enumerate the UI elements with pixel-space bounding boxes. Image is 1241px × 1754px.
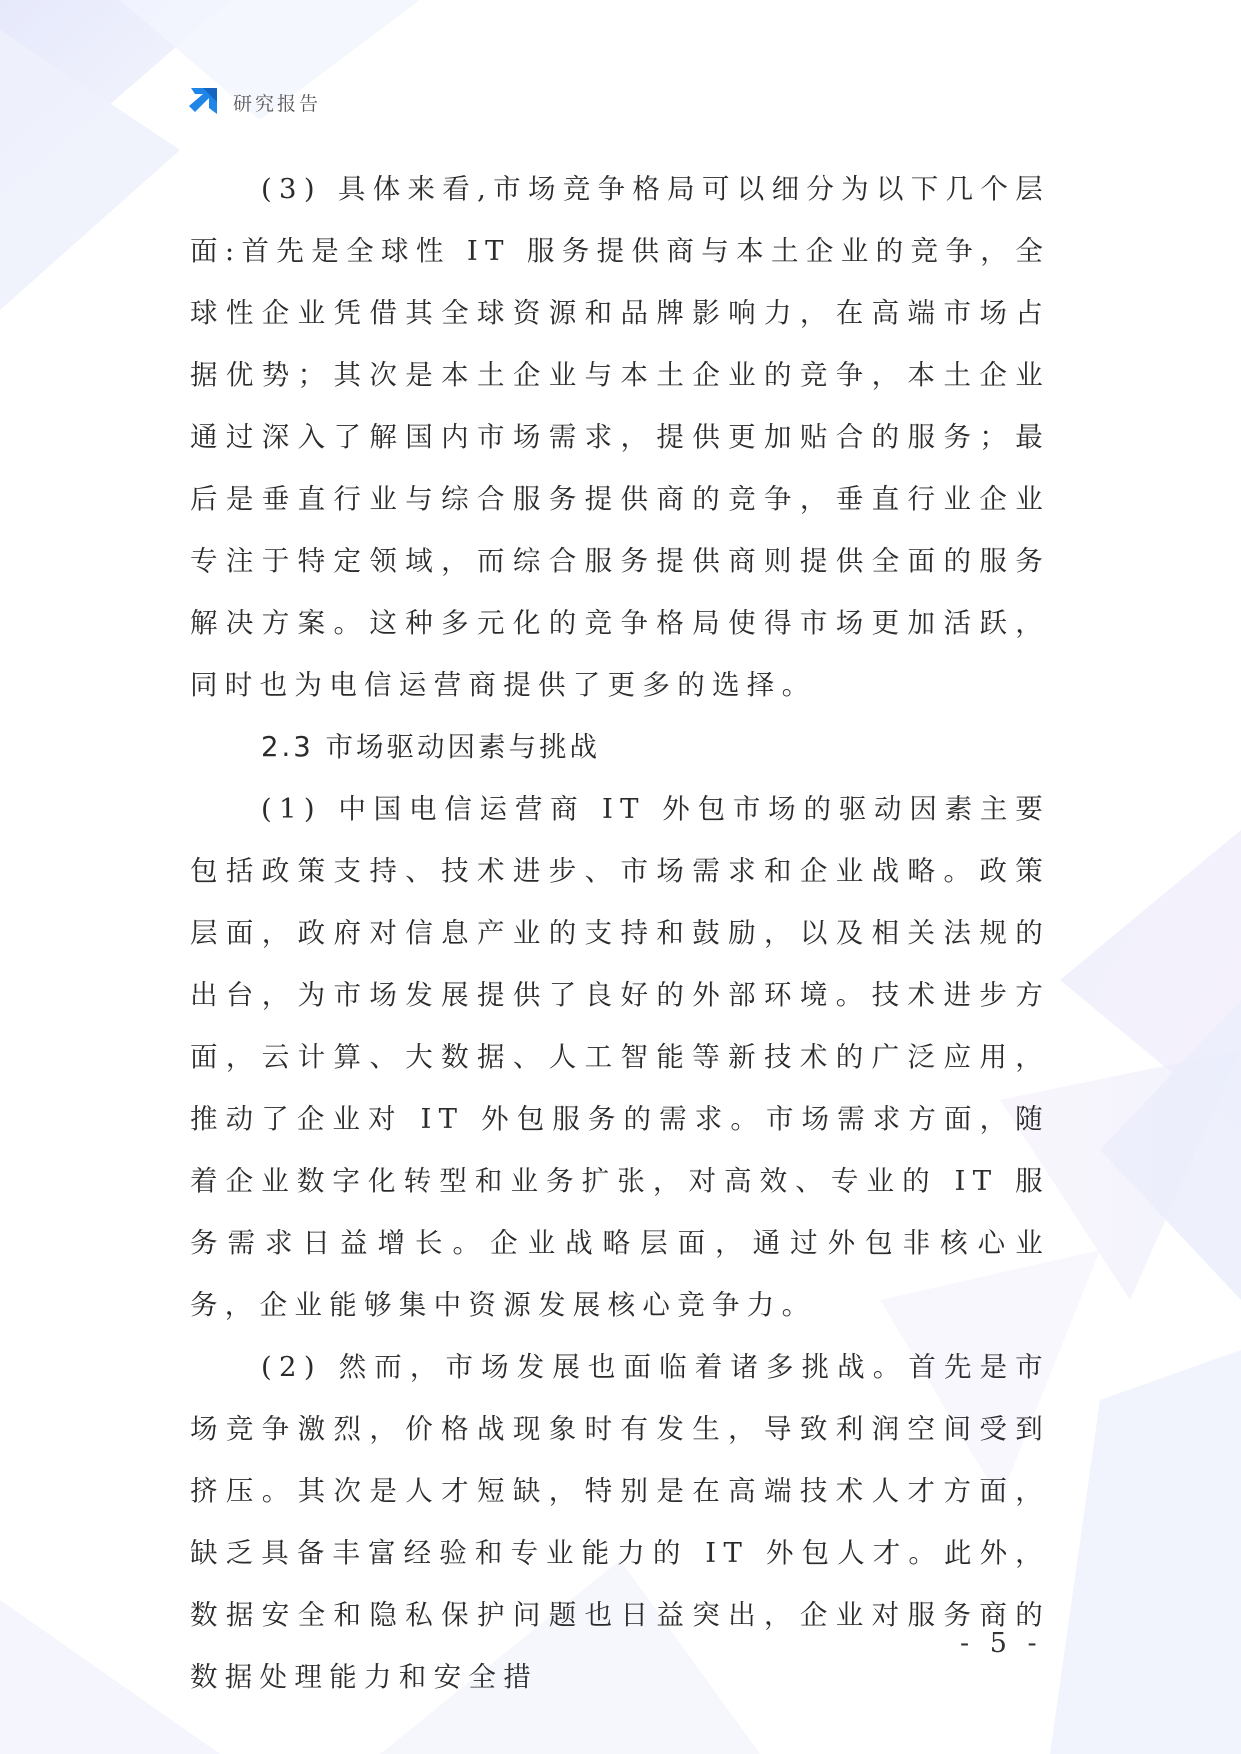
document-body [190, 158, 1050, 1708]
paragraph-challenges: (2) 然而，市场发展也面临着诸多挑战。首先是市场竞争激烈，价格战现象时有发生，导致利润空间受到挤压。其次是人才短缺，特别是在高端技术人才方面，缺乏具备丰富经验和专业能力的 IT 外包人才。此外，数据安全和隐私保护问题也日益突出，企业对服务商的数据处理能力和安全措 [190, 1351, 1050, 1693]
section-heading: 2.3 市场驱动因素与挑战 [261, 731, 600, 763]
paragraph-market-structure: (3) 具体来看,市场竞争格局可以细分为以下几个层面:首先是全球性 IT 服务提供商与本土企业的竞争，全球性企业凭借其全球资源和品牌影响力，在高端市场占据优势；其次是本土企业与本土企业的竞争，本土企业通过深入了解国内市场需求，提供更加贴合的服务；最后是垂直行业与综合服务提供商的竞争，垂直行业企业专注于特定领域，而综合服务提供商则提供全面的服务解决方案。这种多元化的竞争格局使得市场更加活跃，同时也为电信运营商提供了更多的选择。 [190, 173, 1050, 701]
page-number: - 5 - [960, 1628, 1043, 1659]
paragraph-drivers: (1) 中国电信运营商 IT 外包市场的驱动因素主要包括政策支持、技术进步、市场需求和企业战略。政策层面，政府对信息产业的支持和鼓励，以及相关法规的出台，为市场发展提供了良好的外部环境。技术进步方面，云计算、大数据、人工智能等新技术的广泛应用，推动了企业对 IT 外包服务的需求。市场需求方面，随着企业数字化转型和业务扩张，对高效、专业的 IT 服务需求日益增长。企业战略层面，通过外包非核心业务，企业能够集中资源发展核心竞争力。 [190, 793, 1050, 1321]
arrow-up-right-icon [185, 84, 221, 120]
header-title: 研究报告 [233, 92, 322, 115]
report-header [185, 84, 321, 120]
